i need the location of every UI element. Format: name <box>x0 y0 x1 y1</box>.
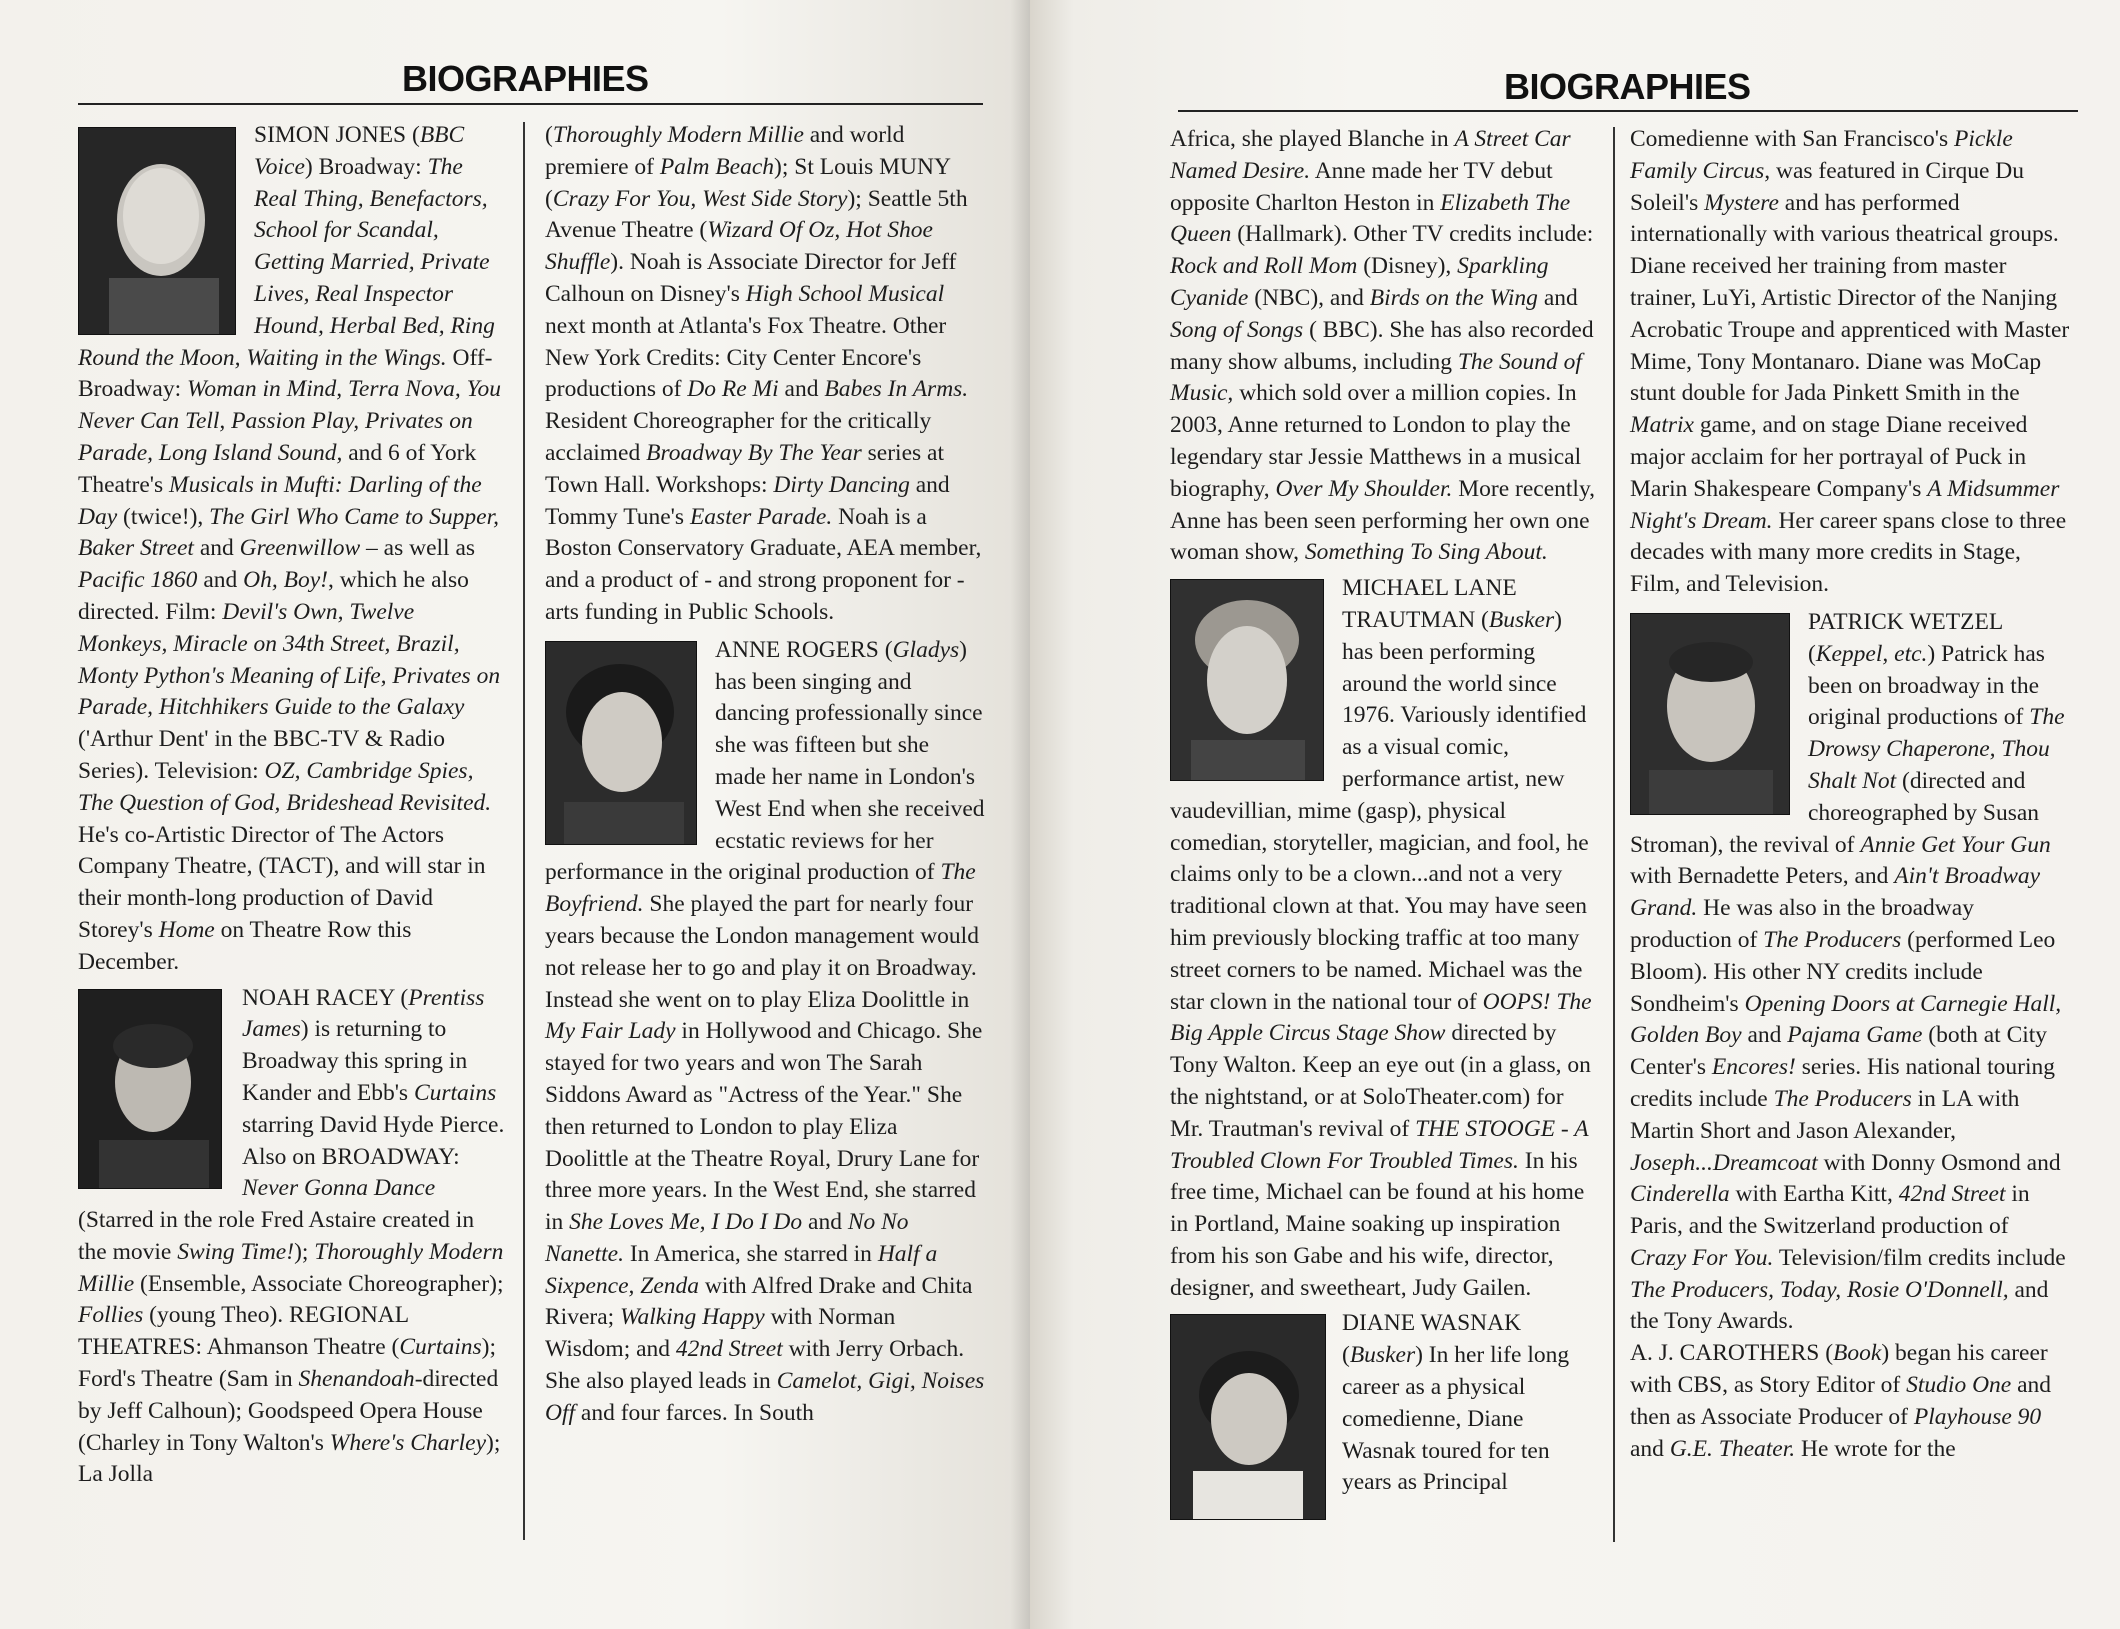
photo-noah-racey <box>78 989 222 1189</box>
bio-michael-lane-trautman: MICHAEL LANE TRAUTMAN (Busker) has been performing around the world since 1976. Variously identified as a visual comic, performance artist, new vaudevillian, mime (gasp), physical comedian, storyteller, magician, and fool, he claims only to be a clown...and not a very traditional clown at that. You may have seen him previously blocking traffic at too many street corners to be named. Michael was the star clown in the national tour of OOPS! The Big Apple Circus Stage Show directed by Tony Walton. Keep an eye out (in a glass, on the nightstand, or at SoloTheater.com) for Mr. Trautman's revival of THE STOOGE - A Troubled Clown For Troubled Times. In his free time, Michael can be found at his home in Portland, Maine soaking up inspiration from his son Gabe and his wife, director, designer, and sweetheart, Judy Gailen. <box>1170 575 1592 1301</box>
heading-rule-right <box>1178 110 2078 112</box>
bio-diane-wasnak-cont: Comedienne with San Francisco's Pickle Family Circus, was featured in Cirque Du Soleil's Mystere and has performed internationally with various theatrical groups. Diane received her training from master trainer, LuYi, Artistic Director of the Nanjing Acrobatic Troupe and apprenticed with Master Mime, Tony Montanaro. Diane was MoCap stunt double for Jada Pinkett Smith in the Matrix game, and on stage Diane received major acclaim for her portrayal of Puck in Marin Shakespeare Company's A Midsummer Night's Dream. Her career spans close to three decades with many more credits in Stage, Film, and Television. <box>1630 126 2070 598</box>
column-2 <box>545 120 985 1430</box>
page-heading-left: BIOGRAPHIES <box>402 58 649 99</box>
bio-noah-racey: NOAH RACEY (Prentiss James) is returning to Broadway this spring in Kander and Ebb's Curtains starring David Hyde Pierce. Also on BROADWAY: Never Gonna Dance (Starred in the role Fred Astaire created in the movie Swing Time!); Thoroughly Modern Millie (Ensemble, Associate Choreographer); Follies (young Theo). REGIONAL THEATRES: Ahmanson Theatre (Curtains); Ford's Theatre (Sam in Shenandoah-directed by Jeff Calhoun); Goodspeed Opera House (Charley in Tony Walton's Where's Charley); La Jolla <box>78 984 505 1488</box>
left-page <box>0 0 1030 1629</box>
right-page <box>1030 0 2120 1629</box>
bio-anne-rogers: ANNE ROGERS (Gladys) has been singing and dancing professionally since she was fifteen but she made her name in London's West End when she received ecstatic reviews for her performance in the original production of The Boyfriend. She played the part for nearly four years because the London management would not release her to go and play it on Broadway. Instead she went on to play Eliza Doolittle in My Fair Lady in Hollywood and Chicago. She stayed for two years and won The Sarah Siddons Award as "Actress of the Year." She then returned to London to play Eliza Doolittle at the Theatre Royal, Drury Lane for three more years. In the West End, she starred in She Loves Me, I Do I Do and No No Nanette. In America, she starred in Half a Sixpence, Zenda with Alfred Drake and Chita Rivera; Walking Happy with Norman Wisdom; and 42nd Street with Jerry Orbach. She also played leads in Camelot, Gigi, Noises Off and four farces. In South <box>545 636 985 1426</box>
bio-patrick-wetzel: PATRICK WETZEL (Keppel, etc.) Patrick has been on broadway in the original productions of The Drowsy Chaperone, Thou Shalt Not (directed and choreographed by Susan Stroman), the revival of Annie Get Your Gun with Bernadette Peters, and Ain't Broadway Grand. He was also in the broadway production of The Producers (performed Leo Bloom). His other NY credits include Sondheim's Opening Doors at Carnegie Hall, Golden Boy and Pajama Game (both at City Center's Encores! series. His national touring credits include The Producers in LA with Martin Short and Jason Alexander, Joseph...Dreamcoat with Donny Osmond and Cinderella with Eartha Kitt, 42nd Street in Paris, and the Switzerland production of Crazy For You. Television/film credits include The Producers, Today, Rosie O'Donnell, and the Tony Awards. <box>1630 608 2066 1335</box>
bio-simon-jones: SIMON JONES (BBC Voice) Broadway: The Real Thing, Benefactors, School for Scandal, Getting Married, Private Lives, Real Inspector Hound, Herbal Bed, Ring Round the Moon, Waiting in the Wings. Off-Broadway: Woman in Mind, Terra Nova, You Never Can Tell, Passion Play, Privates on Parade, Long Island Sound, and 6 of York Theatre's Musicals in Mufti: Darling of the Day (twice!), The Girl Who Came to Supper, Baker Street and Greenwillow – as well as Pacific 1860 and Oh, Boy!, which he also directed. Film: Devil's Own, Twelve Monkeys, Miracle on 34th Street, Brazil, Monty Python's Meaning of Life, Privates on Parade, Hitchhikers Guide to the Galaxy ('Arthur Dent' in the BBC-TV & Radio Series). Television: OZ, Cambridge Spies, The Question of God, Brideshead Revisited. He's co-Artistic Director of The Actors Company Theatre, (TACT), and will star in their month-long production of David Storey's Home on Theatre Row this December. <box>78 122 502 975</box>
photo-diane-wasnak <box>1170 1314 1326 1520</box>
bio-diane-wasnak: DIANE WASNAK (Busker) In her life long career as a physical comedienne, Diane Wasnak toured for ten years as Principal <box>1170 1308 1598 1499</box>
page-heading-right: BIOGRAPHIES <box>1504 66 1751 107</box>
bio-noah-racey-cont: (Thoroughly Modern Millie and world premiere of Palm Beach); St Louis MUNY (Crazy For You, West Side Story); Seattle 5th Avenue Theatre (Wizard Of Oz, Hot Shoe Shuffle). Noah is Associate Director for Jeff Calhoun on Disney's High School Musical next month at Atlanta's Fox Theatre. Other New York Credits: City Center Encore's productions of Do Re Mi and Babes In Arms. Resident Choreographer for the critically acclaimed Broadway By The Year series at Town Hall. Workshops: Dirty Dancing and Tommy Tune's Easter Parade. Noah is a Boston Conservatory Graduate, AEA member, and a product of - and strong proponent for - arts funding in Public Schools. <box>545 122 982 625</box>
bio-anne-rogers-cont: Africa, she played Blanche in A Street Car Named Desire. Anne made her TV debut opposite Charlton Heston in Elizabeth The Queen (Hallmark). Other TV credits include: Rock and Roll Mom (Disney), Sparkling Cyanide (NBC), and Birds on the Wing and Song of Songs ( BBC). She has also recorded many show albums, including The Sound of Music, which sold over a million copies. In 2003, Anne returned to London to play the legendary star Jessie Matthews in a musical biography, Over My Shoulder. More recently, Anne has been seen performing her own one woman show, Something To Sing About. <box>1170 126 1596 566</box>
column-1 <box>78 120 508 1491</box>
bio-aj-carothers: A. J. CAROTHERS (Book) began his career with CBS, as Story Editor of Studio One and then as Associate Producer of Playhouse 90 and G.E. Theater. He wrote for the <box>1630 1340 2052 1462</box>
column-4 <box>1630 124 2070 1465</box>
photo-michael-lane-trautman <box>1170 579 1324 781</box>
column-divider-right <box>1613 127 1615 1542</box>
heading-rule-left <box>78 103 983 105</box>
photo-patrick-wetzel <box>1630 613 1790 815</box>
column-divider-left <box>523 122 525 1540</box>
photo-simon-jones <box>78 127 236 335</box>
column-3 <box>1170 124 1598 1526</box>
photo-anne-rogers <box>545 641 697 845</box>
